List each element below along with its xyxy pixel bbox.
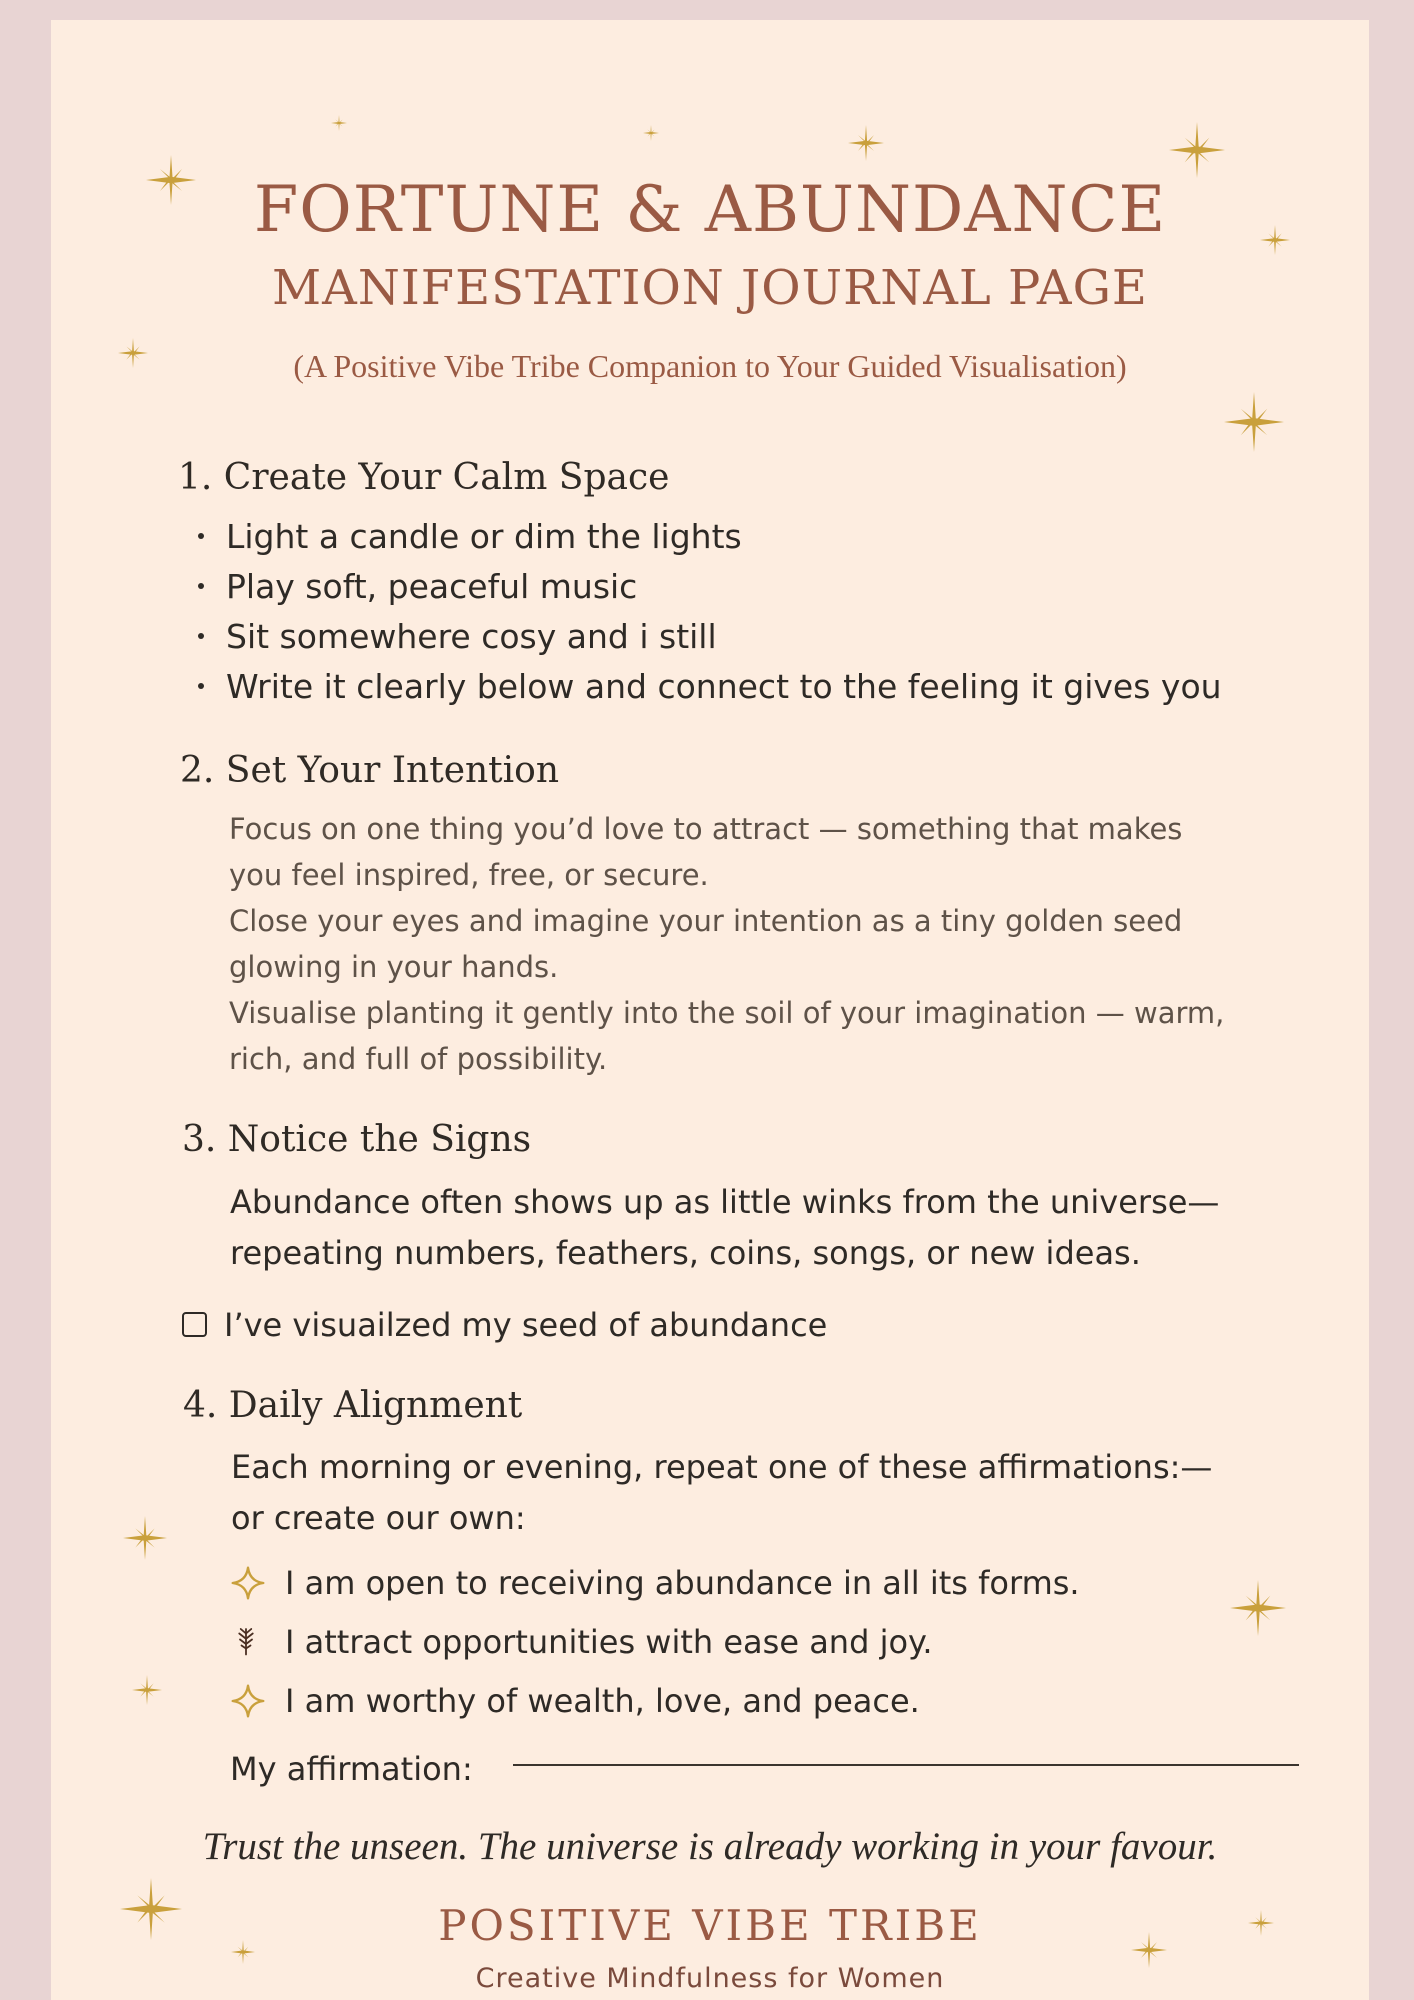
list-item-text: Play soft, peaceful music: [226, 567, 638, 606]
paragraph-line: glowing in your hands.: [229, 950, 559, 984]
seed-visualized-checkbox[interactable]: [182, 1312, 207, 1337]
page-title: FORTUNE & ABUNDANCE: [253, 173, 1167, 247]
sparkle-star-icon: [848, 125, 884, 161]
sparkle-star-icon: [1224, 392, 1284, 452]
bullet-icon: [198, 533, 204, 539]
checkbox-label: I’ve visuailzed my seed of abundance: [224, 1306, 828, 1344]
bullet-icon: [198, 683, 204, 689]
section-heading-intention: 2. Set Your Intention: [180, 750, 560, 791]
my-affirmation-input[interactable]: [513, 1762, 1299, 1766]
sparkle-icon: [230, 1565, 266, 1601]
paragraph-line: Close your eyes and imagine your intention as a tiny golden seed: [229, 904, 1183, 938]
bullet-icon: [198, 633, 204, 639]
list-item-text: Write it clearly below and connect to the feeling it gives you: [226, 667, 1222, 706]
paragraph-line: repeating numbers, feathers, coins, songs, or new ideas.: [230, 1234, 1141, 1272]
journal-page: [51, 20, 1369, 2000]
affirmation-text: I am open to receiving abundance in all its forms.: [285, 1564, 1080, 1602]
sparkle-star-icon: [123, 1516, 167, 1560]
sparkle-star-icon: [1230, 1580, 1286, 1636]
sparkle-star-icon: [1169, 122, 1225, 178]
paragraph-line: Abundance often shows up as little winks from the universe—: [230, 1183, 1220, 1221]
paragraph-line: Focus on one thing you’d love to attract — something that makes: [229, 812, 1183, 846]
section-heading-calm-space: 1. Create Your Calm Space: [178, 457, 670, 498]
paragraph-line: Visualise planting it gently into the soil of your imagination — warm,: [229, 996, 1225, 1030]
paragraph-line: you feel inspired, free, or secure.: [229, 858, 709, 892]
list-item-text: Light a candle or dim the lights: [226, 517, 742, 556]
brand-name: POSITIVE VIBE TRIBE: [438, 1901, 982, 1950]
bullet-icon: [198, 583, 204, 589]
list-item: [198, 617, 717, 656]
brand-tagline: Creative Mindfulness for Women: [475, 1963, 945, 1994]
page-tagline: (A Positive Vibe Tribe Companion to Your Guided Visualisation): [293, 348, 1127, 384]
list-item: [198, 567, 638, 606]
sparkle-icon: [230, 1683, 266, 1719]
sparkle-star-icon: [643, 125, 659, 141]
paragraph-line: rich, and full of possibility.: [229, 1042, 608, 1076]
paragraph-line: or create our own:: [231, 1499, 526, 1537]
affirmation-text: I am worthy of wealth, love, and peace.: [285, 1682, 920, 1720]
list-item: [198, 667, 1222, 706]
list-item-text: Sit somewhere cosy and i still: [226, 617, 717, 656]
affirmation-input-label: My affirmation:: [230, 1750, 473, 1788]
sparkle-star-icon: [331, 115, 347, 131]
list-item: [198, 517, 742, 556]
section-heading-signs: 3. Notice the Signs: [182, 1119, 532, 1160]
page-subtitle-heading: MANIFESTATION JOURNAL PAGE: [272, 260, 1148, 316]
sparkle-star-icon: [132, 1675, 162, 1705]
footer-quote: Trust the unseen. The universe is already working in your favour.: [202, 1825, 1218, 1868]
affirmation-text: I attract opportunities with ease and joy.: [285, 1623, 933, 1661]
section-heading-daily-alignment: 4. Daily Alignment: [183, 1385, 523, 1426]
paragraph-line: Each morning or evening, repeat one of these affirmations:—: [231, 1448, 1213, 1486]
sprig-icon: [231, 1624, 261, 1658]
